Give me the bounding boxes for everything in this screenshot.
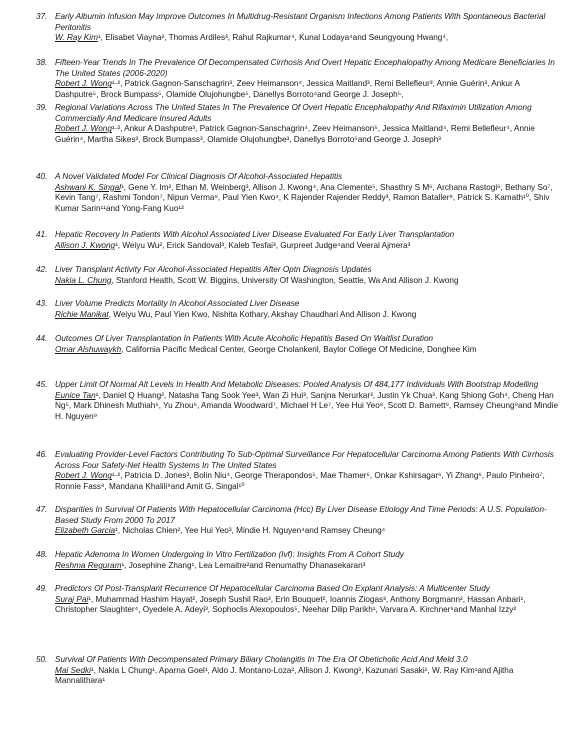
abstract-body	[55, 584, 561, 616]
abstract-number: 49.	[36, 584, 48, 593]
co-authors: ¹·², Ankur A Dashputre³, Patrick Gagnon-Sanschagrin⁴, Zeev Heimanson⁵, Jessica Maitland⁴, Remi Bellefleur⁴, Annie Guérin⁴, Martha Sikes³, Brock Bumpass³, Olamide Olujohungbe³, Danellys Borroto⁵and George J. Joseph³	[55, 124, 535, 144]
abstract-title: Outcomes Of Liver Transplantation In Patients With Acute Alcoholic Hepatitis Based On Waitlist Duration	[55, 334, 434, 343]
abstract-number: 44.	[36, 334, 48, 343]
presenting-author: Robert J. Wong	[55, 79, 112, 89]
co-authors: , Stanford Health, Scott W. Biggins, University Of Washington, Seattle, Wa And Allison J. Kwong	[111, 275, 459, 285]
abstract-title: Fifteen-Year Trends In The Prevalence Of Decompensated Cirrhosis And Overt Hepatic Encephalopathy Among Medicare Beneficiaries In The United States (2006-2020)	[55, 58, 555, 78]
co-authors: ¹, Nicholas Chien², Yee Hui Yeo³, Mindie H. Nguyen⁴and Ramsey Cheung⁴	[115, 526, 386, 536]
co-authors: ¹, Weiyu Wu², Erick Sandoval³, Kaleb Tesfai³, Gurpreet Judge⁴and Veeral Ajmera³	[115, 240, 411, 250]
presenting-author: Richie Manikat	[55, 309, 109, 319]
abstract-body	[55, 380, 561, 422]
co-authors: , California Pacific Medical Center, George Cholankeril, Baylor College Of Medicine, Donghee Kim	[121, 344, 477, 354]
abstract-title: Survival Of Patients With Decompensated Primary Biliary Cholangitis In The Era Of Obeticholic Acid And Meld 3.0	[55, 655, 468, 664]
co-authors: ¹, Daniel Q Huang², Natasha Tang Sook Yee³, Wan Zi Hui³, Sanjna Nerurkar³, Justin Yk Chua³, Kang Shiong Goh⁴, Cheng Han Ng⁵, Mark Dhinesh Muthiah⁶, Yu Zhou⁶, Amanda Woodward⁷, Michael H Le⁷, Yee Hui Yeo⁸, Scott D. Barnett⁸, Ramsey Cheung⁸and Mindie H. Nguyen⁹	[55, 390, 559, 421]
abstract-title: Early Albumin Infusion May Improve Outcomes In Multidrug-Resistant Organism Infections Among Patients With Spontaneous Bacterial Peritonitis	[55, 12, 546, 32]
abstract-body	[55, 58, 561, 100]
presenting-author: W. Ray Kim	[55, 33, 98, 43]
presenting-author: Ashwani K. Singal	[55, 182, 121, 192]
abstract-authors	[55, 595, 561, 616]
abstract-number: 37.	[36, 12, 48, 21]
abstract-authors	[55, 310, 561, 321]
presenting-author: Allison J. Kwong	[55, 240, 116, 250]
abstract-authors	[55, 79, 561, 100]
presenting-author: Reshma Reguram	[55, 560, 122, 570]
abstract-title: Disparities In Survival Of Patients With Hepatocellular Carcinoma (Hcc) By Liver Disease Etiology And Time Periods: A U.S. Population-Based Study From 2000 To 2017	[55, 505, 547, 525]
abstract-body	[55, 334, 561, 355]
presenting-author: Omar Alshuwaykh	[55, 344, 122, 354]
co-authors: , Weiyu Wu, Paul Yien Kwo, Nishita Kothary, Akshay Chaudhari And Allison J. Kwong	[108, 309, 417, 319]
abstract-authors	[55, 345, 561, 356]
abstract-title: Regional Variations Across The United States In The Prevalence Of Overt Hepatic Encephalopathy And Rifaximin Utilization Among Commercially And Medicare Insured Adults	[55, 103, 532, 123]
co-authors: ¹, Nakia L Chung¹, Aparna Goel¹, Aldo J. Montano-Loza², Allison J. Kwong³, Kazunari Sasaki¹, W. Ray Kim¹and Ajitha Mannalithara¹	[55, 665, 514, 686]
co-authors: ¹, Elisabet Viayna², Thomas Ardiles³, Rahul Rajkumar⁴, Kunal Lodaya⁴and Seungyoung Hwang⁴,	[97, 33, 449, 43]
abstract-title: Upper Limit Of Normal Alt Levels In Health And Metabolic Diseases: Pooled Analysis Of 484,177 Individuals With Bootstrap Modelling	[55, 380, 539, 389]
abstract-title: A Novel Validated Model For Clinical Diagnosis Of Alcohol-Associated Hepatitis	[55, 172, 343, 181]
abstract-authors	[55, 33, 561, 44]
abstract-authors	[55, 471, 561, 492]
abstract-title: Liver Volume Predicts Mortality In Alcohol Associated Liver Disease	[55, 299, 300, 308]
co-authors: ¹, Gene Y. Im², Ethan M. Weinberg³, Allison J. Kwong⁴, Ana Clemente⁵, Shasthry S M⁶, Archana Rastogi⁶, Bethany So⁷, Kevin Tang⁷, Rashmi Tondon⁷, Nipun Verma⁸, Paul Yien Kwo⁴, K Rajender Rajender Reddy³, Ramon Bataller⁹, Patrick S. Kamath¹⁰, Shiv Kumar Sarin¹¹and Yong-Fang Kuo¹²	[55, 182, 553, 213]
abstract-authors	[55, 183, 561, 215]
abstract-body	[55, 12, 561, 44]
abstract-number: 46.	[36, 450, 48, 459]
abstract-body	[55, 550, 561, 571]
presenting-author: Mai Sedki	[55, 665, 91, 675]
abstract-title: Predictors Of Post-Transplant Recurrence Of Hepatocellular Carcinoma Based On Explant Analysis: A Multicenter Study	[55, 584, 490, 593]
abstract-body	[55, 655, 561, 687]
abstract-authors	[55, 526, 561, 537]
presenting-author: Robert J. Wong	[55, 471, 112, 481]
abstract-number: 47.	[36, 505, 48, 514]
abstract-title: Evaluating Provider-Level Factors Contributing To Sub-Optimal Surveillance For Hepatocellular Carcinoma Among Patients With Cirrhosis Across Four Safety-Net Health Systems In The United States	[55, 450, 554, 470]
co-authors: ¹, Josephine Zhang¹, Lea Lemaitre²and Renumathy Dhanasekaran³	[121, 560, 366, 570]
abstract-number: 48.	[36, 550, 48, 559]
abstract-authors	[55, 276, 561, 287]
abstract-number: 42.	[36, 265, 48, 274]
abstract-body	[55, 172, 561, 214]
abstract-authors	[55, 391, 561, 423]
presenting-author: Robert J. Wong	[55, 124, 112, 134]
presenting-author: Eunice Tan	[55, 390, 96, 400]
abstract-authors	[55, 241, 561, 252]
abstract-title: Hepatic Recovery In Patients With Alcohol Associated Liver Disease Evaluated For Early Liver Transplantation	[55, 230, 455, 239]
abstract-title: Liver Transplant Activity For Alcohol-Associated Hepatitis After Optn Diagnosis Updates	[55, 265, 372, 274]
abstract-body	[55, 230, 561, 251]
abstract-authors	[55, 666, 561, 687]
co-authors: ¹·², Patricia D. Jones³, Bolin Niu⁴, George Therapondos⁵, Mae Thamer⁶, Onkar Kshirsagar⁶, Yi Zhang⁶, Paulo Pinheiro⁷, Ronnie Fass⁸, Mandana Khalili⁹and Amit G. Singal¹⁰	[55, 471, 545, 491]
abstract-number: 43.	[36, 299, 48, 308]
abstract-number: 38.	[36, 58, 48, 67]
co-authors: ¹, Muhammad Hashim Hayat², Joseph Sushil Rao³, Erin Bouquet², Ioannis Ziogas³, Anthony Borgmann², Hassan Anbari¹, Christopher Slaughter⁴, Oyedele A. Adeyi³, Sophoclis Alexopoulos⁵, Neehar Dilip Parikh¹, Varvara A. Kirchner⁶and Manhal Izzy²	[55, 594, 526, 615]
abstract-number: 40.	[36, 172, 48, 181]
abstract-title: Hepatic Adenoma In Women Undergoing In Vitro Fertilization (Ivf): Insights From A Cohort Study	[55, 550, 404, 559]
abstract-authors	[55, 561, 561, 572]
presenting-author: Suraj Pai	[55, 594, 89, 604]
co-authors: ¹·², Patrick Gagnon-Sanschagrin³, Zeev Heimanson⁴, Jessica Maitland³, Remi Bellefleur³, Annie Guérin³, Ankur A Dashputre⁵, Brock Bumpass⁵, Olamide Olujohungbe⁵, Danellys Borroto⁴and George J. Joseph⁵,	[55, 79, 520, 99]
abstract-body	[55, 103, 561, 145]
abstract-body	[55, 265, 561, 286]
abstract-authors	[55, 124, 561, 145]
abstract-number: 45.	[36, 380, 48, 389]
abstract-body	[55, 505, 561, 537]
abstract-body	[55, 299, 561, 320]
abstract-number: 50.	[36, 655, 48, 664]
abstract-body	[55, 450, 561, 492]
abstract-number: 41.	[36, 230, 48, 239]
presenting-author: Nakia L. Chung	[55, 275, 112, 285]
abstract-number: 39.	[36, 103, 48, 112]
presenting-author: Elizabeth Garcia	[55, 526, 116, 536]
